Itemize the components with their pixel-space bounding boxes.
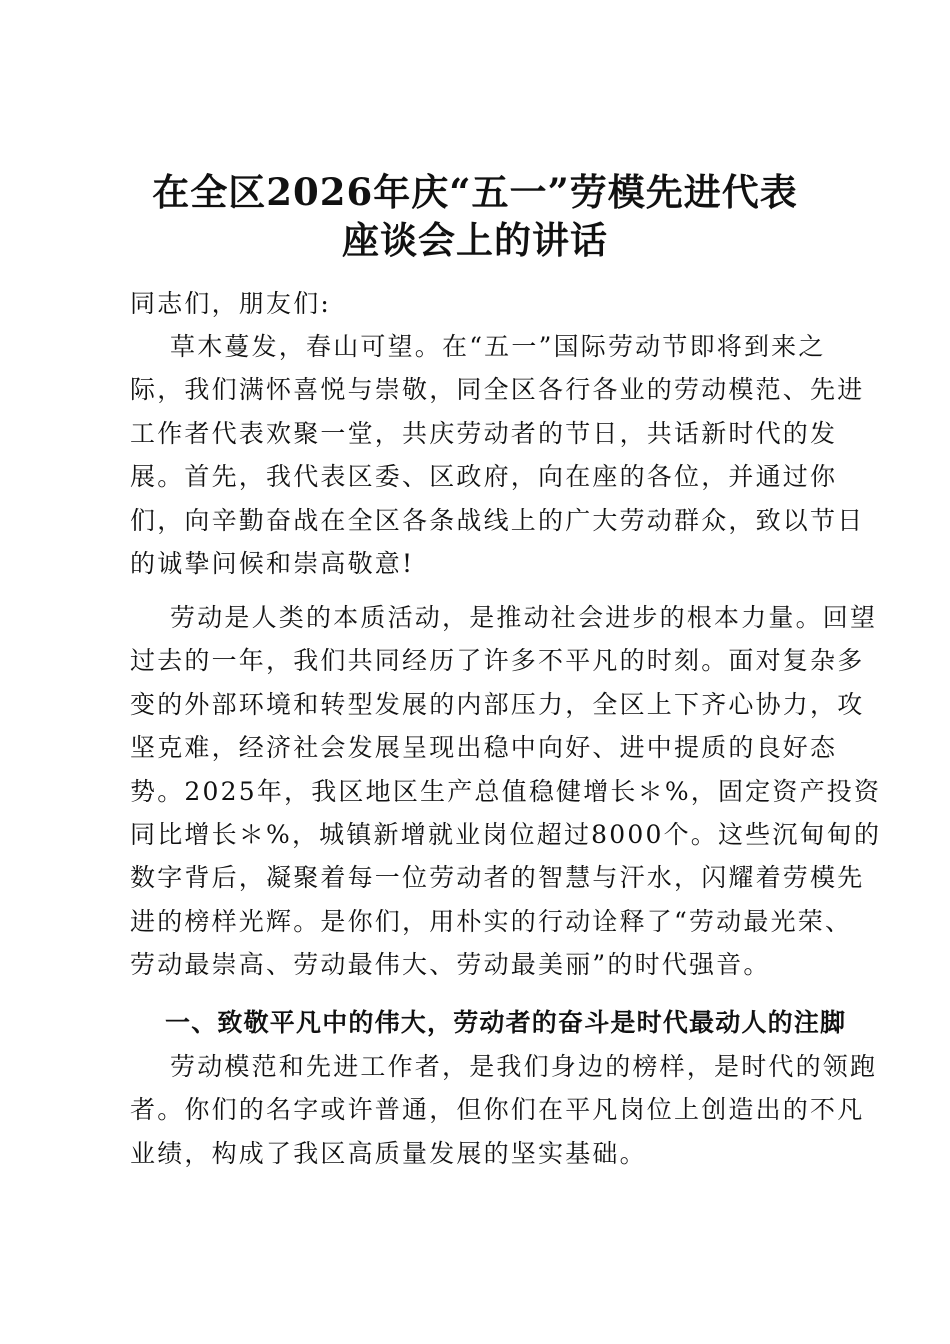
paragraph-2-line: 数字背后，凝聚着每一位劳动者的智慧与汗水，闪耀着劳模先 [130,863,865,893]
paragraph-2-line: 劳动是人类的本质活动，是推动社会进步的根本力量。回望 [170,603,878,632]
paragraph-2-line: 劳动最崇高、劳动最伟大、劳动最美丽”的时代强音。 [130,950,771,980]
paragraph-3-line: 业绩，构成了我区高质量发展的坚实基础。 [130,1138,647,1168]
paragraph-2-line: 进的榜样光辉。是你们，用朴实的行动诠释了“劳动最光荣、 [130,906,853,936]
document-title-line-2: 座谈会上的讲话 [342,218,608,262]
paragraph-2-line: 变的外部环境和转型发展的内部压力，全区上下齐心协力，攻 [130,689,865,719]
paragraph-1-line: 们，向辛勤奋战在全区各条战线上的广大劳动群众，致以节日 [130,505,865,535]
paragraph-1-line: 际，我们满怀喜悦与崇敬，同全区各行各业的劳动模范、先进 [130,375,865,405]
greeting: 同志们，朋友们: [130,289,332,318]
paragraph-1-line: 展。首先，我代表区委、区政府，向在座的各位，并通过你 [130,462,838,492]
paragraph-2 [130,596,882,987]
paragraph-3-line: 劳动模范和先进工作者，是我们身边的榜样，是时代的领跑 [170,1052,878,1081]
paragraph-1-line: 草木蔓发，春山可望。在“五一”国际劳动节即将到来之 [170,332,826,361]
paragraph-1 [130,325,865,585]
paragraph-1-line: 的诚挚问候和崇高敬意! [130,548,415,578]
paragraph-2-line: 坚克难，经济社会发展呈现出稳中向好、进中提质的良好态 [130,733,838,763]
paragraph-1-line: 工作者代表欢聚一堂，共庆劳动者的节日，共话新时代的发 [130,418,838,448]
section-heading-1: 一、致敬平凡中的伟大，劳动者的奋斗是时代最动人的注脚 [165,1008,847,1037]
paragraph-2-line: 势。2025年，我区地区生产总值稳健增长＊%，固定资产投资 [130,776,882,806]
document-title-line-1: 在全区2026年庆“五一”劳模先进代表 [152,170,798,214]
paragraph-3 [130,1045,878,1175]
paragraph-2-line: 过去的一年，我们共同经历了许多不平凡的时刻。面对复杂多 [130,646,865,676]
paragraph-2-line: 同比增长＊%，城镇新增就业岗位超过8000个。这些沉甸甸的 [130,819,882,849]
paragraph-3-line: 者。你们的名字或许普通，但你们在平凡岗位上创造出的不凡 [130,1095,865,1125]
